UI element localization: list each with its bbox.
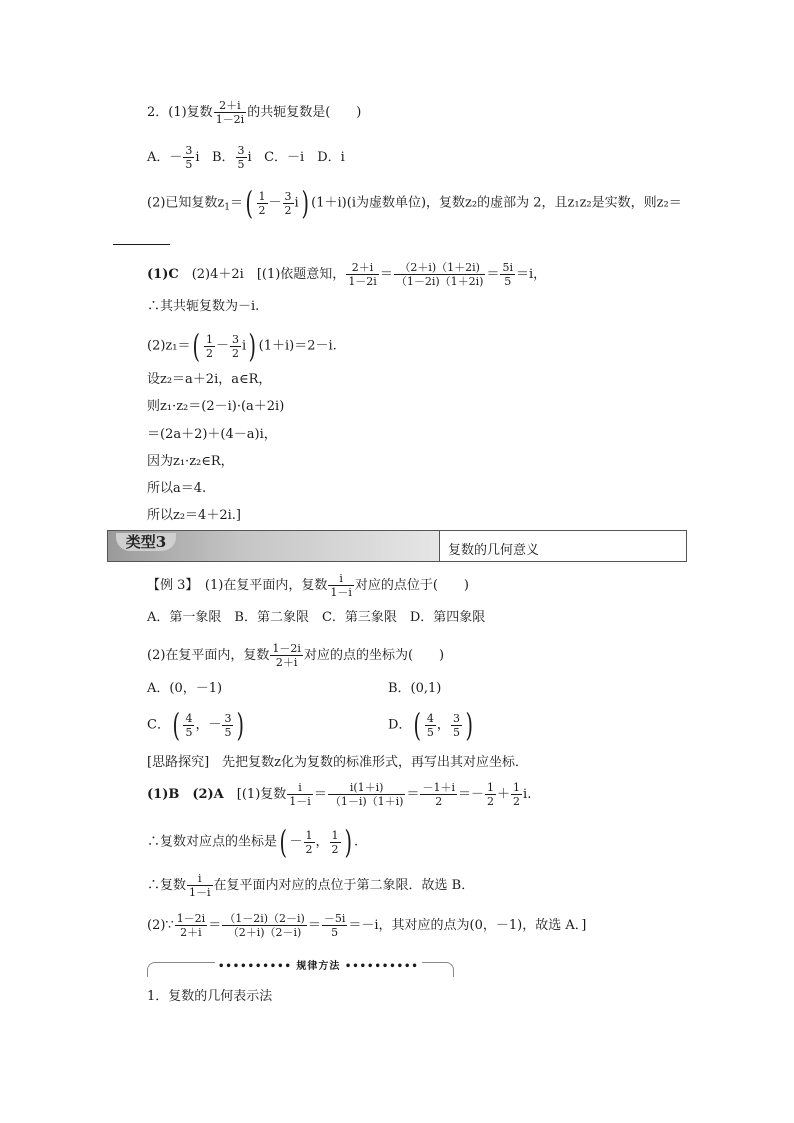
fraction: $\frac{3}{2}$: [284, 189, 292, 217]
fraction: $\frac{(2+i)(1+2i)}{(1-2i)(1+2i)}$: [395, 261, 484, 288]
q2-options: A．－ $\frac{3}{5}$ i B． $\frac{3}{5}$ i C．－i D．i: [147, 144, 345, 171]
fraction: $\frac{i}{1-i}$: [289, 781, 311, 808]
fraction: $\frac{1}{2}$: [305, 828, 313, 856]
a2-line8: 所以a＝4.: [147, 481, 207, 496]
ex3-head: 【例 3】 (1)在复平面内，复数 $\frac{i}{1-i}$ 对应的点位于( ): [147, 572, 470, 599]
fraction: $\frac{3}{5}$: [224, 711, 232, 739]
fraction: $\frac{1}{2}$: [487, 781, 495, 808]
fraction: $\frac{1}{2}$: [205, 332, 213, 360]
section-header-type3: [107, 530, 687, 562]
a2-line3: (2)z₁＝( $\frac{1}{2}$ － $\frac{3}{2}$ i) (1＋i)＝2－i.: [147, 327, 337, 365]
fraction: $\frac{3}{2}$: [231, 332, 239, 360]
ex3-hint: [思路探究] 先把复数z化为复数的标准形式，再写出其对应坐标．: [147, 755, 528, 770]
ex3-options1: A．第一象限 B．第二象限 C．第三象限 D．第四象限: [147, 610, 486, 625]
a3-head: (1)B (2)A [(1)复数 $\frac{i}{1-i}$ ＝ $\frac{i(1+i)}{(1-i)(1+i)}$ ＝ $\frac{-1+i}{2}$ ＝－ $\frac{1}{2}$ ＋ $\frac{1}{2}$ i.: [147, 781, 532, 808]
fraction: $\frac{-5i}{5}$: [323, 912, 346, 939]
type-tag: 类型3: [116, 533, 176, 551]
q2-part1: 2．(1)复数 $\frac{2+i}{1-2i}$ 的共轭复数是( ): [147, 99, 362, 126]
method-label: •••••••••• 规律方法 ••••••••••: [215, 957, 422, 972]
a2-head: (1)C (2)4＋2i [(1)依题意知， $\frac{2+i}{1-2i}$ ＝ $\frac{(2+i)(1+2i)}{(1-2i)(1+2i)}$ ＝ $\frac{5i}{5}$ ＝i，: [147, 261, 547, 288]
q2-part2: (2)已知复数$z_1=$( $\frac{1}{2}$ － $\frac{3}{2}$ i) (1＋i)(i为虚数单位)，复数z₂的虚部为 2，且z₁z₂是实数，则z₂＝: [147, 184, 682, 222]
answer-blank: [113, 244, 170, 245]
a2-line2: ∴其共轭复数为－i.: [147, 299, 260, 314]
a2-line9: 所以z₂＝4＋2i.]: [147, 508, 241, 523]
ex3-optA: A．(0，－1): [147, 681, 223, 696]
method-item-1: 1．复数的几何表示法: [147, 989, 273, 1004]
fraction: $\frac{1}{2}$: [513, 781, 521, 808]
fraction: $\frac{i}{1-i}$: [189, 872, 211, 899]
fraction: $\frac{i(1+i)}{(1-i)(1+i)}$: [329, 781, 404, 808]
a3-line4: (2)∵ $\frac{1-2i}{2+i}$ ＝ $\frac{(1-2i)(2-i)}{(2+i)(2-i)}$ ＝ $\frac{-5i}{5}$ ＝－i，其对应的点为(0，－1)，故选 A．]: [147, 912, 587, 939]
fraction: $\frac{i}{1-i}$: [330, 572, 352, 599]
fraction: $\frac{3}{5}$: [237, 144, 245, 171]
ex3-optB: B．(0,1): [388, 681, 442, 696]
fraction: $\frac{-1+i}{2}$: [422, 781, 455, 808]
fraction: $\frac{4}{5}$: [426, 711, 434, 739]
ex3-optC: C．( $\frac{4}{5}$ ，－ $\frac{3}{5}$ ): [147, 706, 245, 744]
fraction: $\frac{1}{2}$: [331, 828, 339, 856]
a3-line3: ∴复数 $\frac{i}{1-i}$ 在复平面内对应的点位于第二象限．故选 B．: [147, 872, 475, 899]
fraction: $\frac{5i}{5}$: [502, 261, 514, 288]
fraction: $\frac{3}{5}$: [452, 711, 460, 739]
fraction: $\frac{(1-2i)(2-i)}{(2+i)(2-i)}$: [224, 912, 305, 939]
fraction: $\frac{3}{5}$: [185, 144, 193, 171]
a2-line6: ＝(2a＋2)＋(4－a)i，: [147, 427, 277, 442]
a2-line5: 则z₁·z₂＝(2－i)·(a＋2i): [147, 399, 285, 414]
fraction: $\frac{1-2i}{2+i}$: [272, 642, 301, 669]
a2-line7: 因为z₁·z₂∈R，: [147, 454, 234, 469]
ex3-optD: D．( $\frac{4}{5}$ ， $\frac{3}{5}$ ): [388, 706, 473, 744]
fraction: $\frac{1-2i}{2+i}$: [176, 912, 206, 939]
a2-line4: 设z₂＝a＋2i，a∈R，: [147, 372, 272, 387]
fraction: $\frac{2+i}{1-2i}$: [215, 99, 245, 126]
section-title: 复数的几何意义: [448, 543, 540, 558]
fraction: $\frac{2+i}{1-2i}$: [348, 261, 377, 288]
fraction: $\frac{4}{5}$: [185, 711, 193, 739]
ex3-part2: (2)在复平面内，复数 $\frac{1-2i}{2+i}$ 对应的点的坐标为( ): [147, 642, 445, 669]
fraction: $\frac{1}{2}$: [258, 189, 266, 217]
a3-line2: ∴复数对应点的坐标是( － $\frac{1}{2}$ ， $\frac{1}{2}$ ) .: [147, 823, 359, 861]
